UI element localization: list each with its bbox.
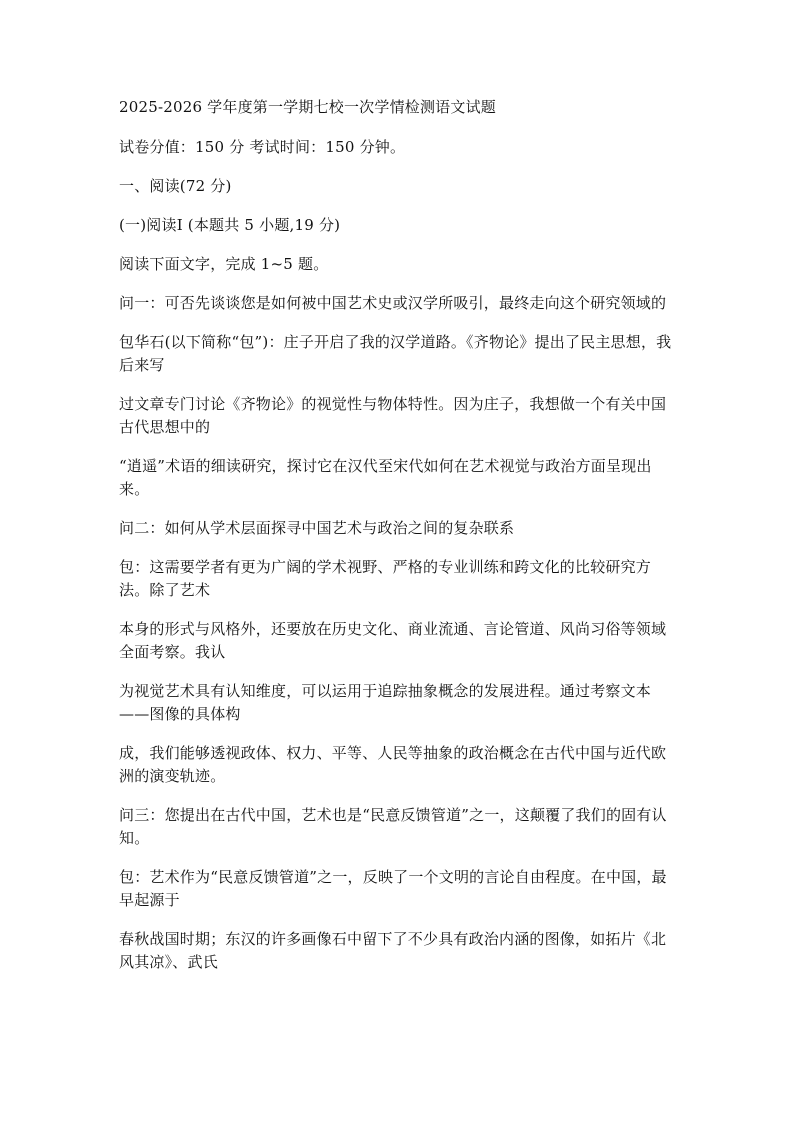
body-paragraph: “逍遥”术语的细读研究，探讨它在汉代至宋代如何在艺术视觉与政治方面呈现出来。 (119, 457, 652, 498)
interview-question-1: 问一：可否先谈谈您是如何被中国艺术史或汉学所吸引，最终走向这个研究领域的 (119, 294, 667, 312)
body-paragraph: 包：这需要学者有更为广阔的学术视野、严格的专业训练和跨文化的比较研究方法。除了艺术 (119, 558, 652, 599)
body-paragraph: 包华石(以下简称“包”)：庄子开启了我的汉学道路。《齐物论》提出了民主思想，我后来写 (119, 333, 672, 374)
section-heading: 一、阅读(72 分) (119, 177, 232, 195)
interview-question-3: 问三：您提出在古代中国，艺术也是“民意反馈管道”之一，这颠覆了我们的固有认知。 (119, 806, 667, 847)
body-paragraph: 包：艺术作为“民意反馈管道”之一，反映了一个文明的言论自由程度。在中国，最早起源于 (119, 868, 667, 909)
body-paragraph: 成，我们能够透视政体、权力、平等、人民等抽象的政治概念在古代中国与近代欧洲的演变轨迹。 (119, 744, 667, 785)
subsection-heading: (一)阅读Ⅰ (本题共 5 小题,19 分) (119, 216, 341, 234)
body-paragraph: 春秋战国时期；东汉的许多画像石中留下了不少具有政治内涵的图像，如拓片《北风其凉》、武氏 (119, 930, 667, 971)
document-title: 2025-2026 学年度第一学期七校一次学情检测语文试题 (119, 98, 496, 116)
exam-info: 试卷分值：150 分 考试时间：150 分钟。 (119, 138, 406, 156)
interview-question-2: 问二：如何从学术层面探寻中国艺术与政治之间的复杂联系 (119, 519, 515, 537)
reading-instruction: 阅读下面文字，完成 1~5 题。 (119, 255, 329, 273)
body-paragraph: 过文章专门讨论《齐物论》的视觉性与物体特性。因为庄子，我想做一个有关中国古代思想中的 (119, 395, 667, 436)
document-page (119, 96, 679, 990)
body-paragraph: 本身的形式与风格外，还要放在历史文化、商业流通、言论管道、风尚习俗等领域全面考察。我认 (119, 620, 667, 661)
body-paragraph: 为视觉艺术具有认知维度，可以运用于追踪抽象概念的发展进程。通过考察文本——图像的具体构 (119, 682, 652, 723)
